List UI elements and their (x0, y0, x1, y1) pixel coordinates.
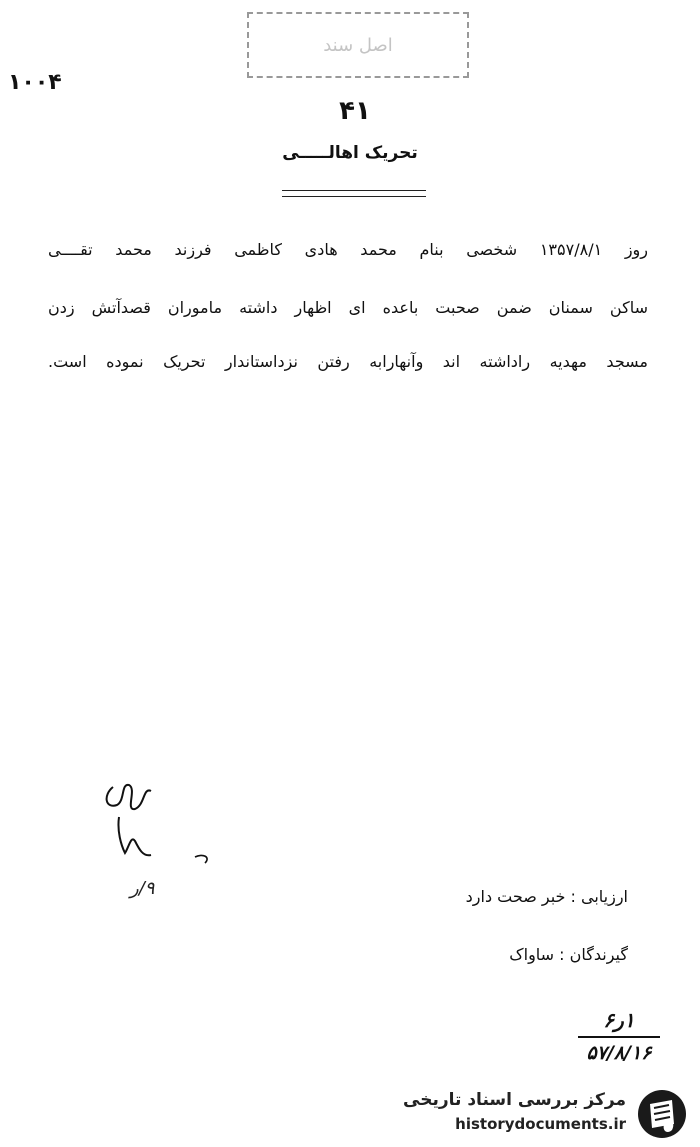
watermark-url: historydocuments.ir (455, 1115, 626, 1133)
watermark-org-name: مرکز بررسی اسناد تاریخی (403, 1090, 626, 1110)
body-line-2: ساکن سمنان ضمن صحبت باعده ای اظهار داشته ماموران قصدآتش زدن (48, 298, 648, 317)
reference-block (578, 1008, 660, 1064)
evaluation-line: ارزیابی : خبر صحت دارد (465, 887, 628, 906)
recipients-line: گیرندگان : ساواک (509, 945, 628, 964)
watermark (403, 1086, 690, 1142)
reference-date: ۵۷/۸/۱۶ (586, 1042, 652, 1064)
document-title: تحریک اهالـــــی (282, 143, 418, 163)
document-archive-logo-icon (636, 1088, 688, 1140)
archive-number: ۱۰۰۴ (8, 70, 62, 95)
body-line-3: مسجد مهدیه راداشته اند وآنهارابه رفتن نزداستاندار تحریک نموده است. (48, 352, 648, 371)
handwritten-signature (95, 765, 215, 875)
page-number: ۴۱ (339, 96, 371, 126)
archive-stamp (247, 12, 469, 78)
body-line-1: روز ۱۳۵۷/۸/۱ شخصی بنام محمد هادی کاظمی فرزند محمد تقــــی (48, 240, 649, 259)
handwritten-note: ۹/ر (130, 878, 155, 899)
stamp-text: اصل سند (323, 34, 393, 56)
title-underline (282, 190, 426, 197)
reference-number: ۱ر۶ (578, 1008, 660, 1038)
